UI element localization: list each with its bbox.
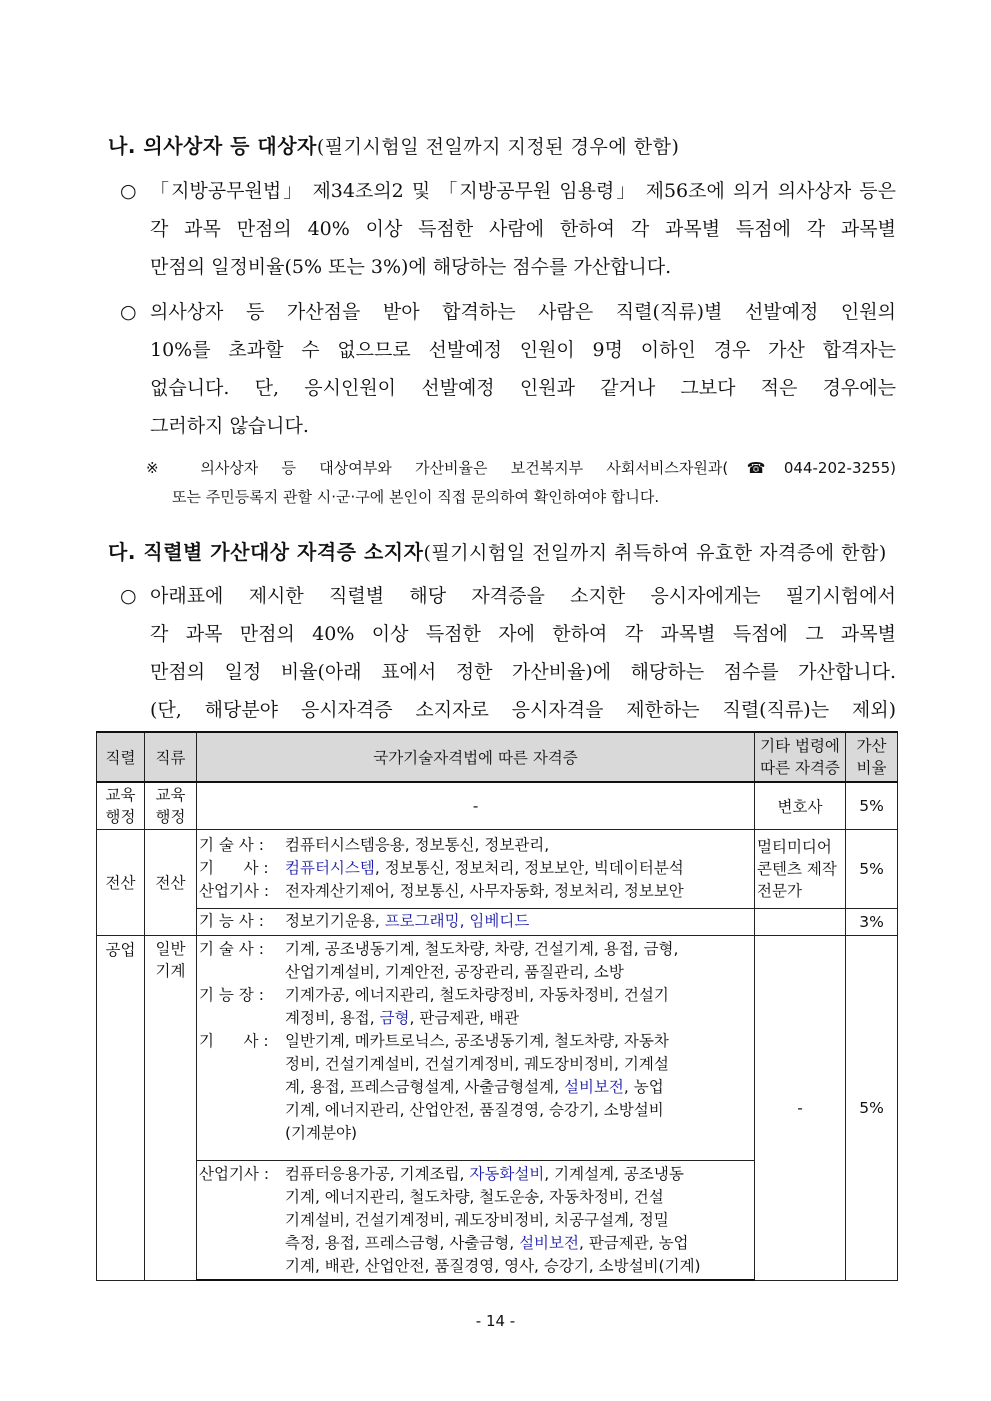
text-line: 만점의 일정비율(5% 또는 3%)에 해당하는 점수를 가산합니다. [150,256,672,278]
cell-text: 행정 [105,807,136,826]
cell-other [755,829,846,908]
cell-other: 변호사 [755,782,846,829]
highlight-text: 설비보전 [519,1233,579,1252]
section-na-paragraph-2 [120,293,896,445]
qual-text: 정비, 건설기계설비, 건설기계정비, 궤도장비정비, 기계설 [285,1054,669,1073]
section-na-paragraph-1 [120,172,896,286]
qual-text: 기계설비, 건설기계정비, 궤도장비정비, 치공구설계, 정밀 [285,1210,669,1229]
cell-text: 콘텐츠 제작 [757,859,837,878]
qual-text: 측정, 용접, 프레스금형, 사출금형, [285,1233,520,1252]
cell-rate: 5% [846,829,898,908]
qual-text: 기계, 공조냉동기계, 철도차량, 차량, 건설기계, 용접, 금형, [285,939,679,958]
qual-value: 전자계산기제어, 정보통신, 사무자동화, 정보처리, 정보보안 [285,882,684,900]
cell-class: 전산 [145,829,197,935]
qual-label: 기 사 : [199,1031,269,1050]
qual-label: 기 사 : [199,859,269,877]
qual-text: 기계가공, 에너지관리, 철도차량정비, 자동차정비, 건설기 [285,985,669,1004]
qual-label: 기 능 사 : [199,912,264,930]
qual-label: 기 술 사 : [199,939,264,958]
qual-text: 컴퓨터응용가공, 기계조립, [285,1164,470,1183]
text-line: 10%를 초과할 수 없으므로 선발예정 인원이 9명 이하인 경우 가산 합격자는 [150,339,896,361]
section-da-title-rest: (필기시험일 전일까지 취득하여 유효한 자격증에 한함) [423,542,887,564]
text-line: 의사상자 등 가산점을 받아 합격하는 사람은 직렬(직류)별 선발예정 인원의 [150,301,896,323]
page-number: - 14 - [475,1312,516,1330]
qualification-table [96,731,898,1281]
cell-text: 멀티미디어 [757,837,832,856]
cell-national [197,829,755,908]
qual-line [199,1030,752,1145]
cell-rate: 3% [846,908,898,935]
text-line: 그러하지 않습니다. [150,415,309,437]
header-series: 직렬 [97,732,145,782]
text-line: 만점의 일정 비율(아래 표에서 정한 가산비율)에 해당하는 점수를 가산합니다. [150,661,896,683]
note-line: 또는 주민등록지 관할 시·군·구에 본인이 직접 문의하여 확인하여야 합니다. [172,488,660,506]
qual-value [285,857,752,880]
cell-series [97,782,145,829]
cell-series: 공업 [97,935,145,1280]
cell-text: 일반 [155,939,186,958]
qual-value [285,984,752,1030]
header-rate [846,732,898,782]
highlight-text: 자동화설비 [469,1164,545,1183]
qual-label: 기 술 사 : [199,836,264,854]
text-line: 없습니다. 단, 응시인원이 선발예정 인원과 같거나 그보다 적은 경우에는 [150,377,896,399]
qual-text: (기계분야) [285,1123,357,1142]
cell-rate: 5% [846,935,898,1280]
header-rate-line: 가산 [856,737,887,755]
section-da-paragraph-1 [120,577,896,729]
header-other-line: 기타 법령에 [760,737,840,755]
cell-other [755,908,846,935]
header-national: 국가기술자격법에 따른 자격증 [197,732,755,782]
table-row-it [97,829,898,908]
qual-text [285,1232,752,1255]
highlight-text: 프로그래밍, 임베디드 [384,912,530,930]
bullet-icon: ○ [120,585,137,607]
qual-text: 산업기계설비, 기계안전, 공장관리, 품질관리, 소방 [285,962,624,981]
cell-series: 전산 [97,829,145,935]
bullet-icon: ○ [120,301,137,323]
qual-value: 컴퓨터시스템응용, 정보통신, 정보관리, [285,836,550,854]
section-na-title-rest: (필기시험일 전일까지 지정된 경우에 한함) [316,136,680,158]
cell-national [197,935,755,1160]
text-line: 각 과목 만점의 40% 이상 득점한 자에 한하여 각 과목별 득점에 그 과목별 [150,623,896,645]
cell-text: 교육 [105,785,136,804]
header-class: 직류 [145,732,197,782]
qual-label: 산업기사 : [199,1164,270,1183]
text-line: (단, 해당분야 응시자격증 소지자로 응시자격을 제한하는 직렬(직류)는 제외) [150,699,896,721]
qual-line [199,880,752,903]
qual-text: , 판금제관, 농업 [578,1233,689,1252]
header-rate-line: 비율 [856,759,887,777]
qual-text: , 정보통신, 정보처리, 정보보안, 빅데이터분석 [374,859,684,877]
cell-national [197,908,755,935]
section-na-title [108,130,679,159]
table-row-mech [97,935,898,1160]
header-other-line: 따른 자격증 [760,759,840,777]
cell-rate: 5% [846,782,898,829]
cell-national: - [197,782,755,829]
section-da-title-bold: 다. 직렬별 가산대상 자격증 소지자 [108,540,424,564]
cell-national [197,1160,755,1280]
cell-text: 교육 [155,785,186,804]
highlight-text: 컴퓨터시스템 [285,859,375,877]
table-header-row [97,732,898,782]
qual-line [199,834,752,857]
text-line: 각 과목 만점의 40% 이상 득점한 사람에 한하여 각 과목별 득점에 각 과목별 [150,218,896,240]
cell-class [145,782,197,829]
qual-line [199,910,752,933]
cell-other: - [755,935,846,1280]
qual-value [285,1030,752,1145]
table-row-it-2 [97,908,898,935]
text-line: 아래표에 제시한 직렬별 해당 자격증을 소지한 응시자에게는 필기시험에서 [150,585,896,607]
qual-label: 산업기사 : [199,882,270,900]
note-line: ※ 의사상자 등 대상여부와 가산비율은 보건복지부 사회서비스자원과(☎044-202-3255) [146,459,896,477]
bullet-icon: ○ [120,180,137,202]
qual-line [199,857,752,880]
qual-text: 기계, 에너지관리, 철도차량, 철도운송, 자동차정비, 건설 [285,1187,664,1206]
section-na-title-bold: 나. 의사상자 등 대상자 [108,134,317,158]
qual-line [199,1163,752,1278]
qual-label: 기 능 장 : [199,985,264,1004]
qual-value [285,1163,752,1278]
cell-class [145,935,197,1280]
cell-text: 기계 [155,961,186,980]
table-row-edu [97,782,898,829]
section-da-title [108,536,887,565]
qual-text: 계, 용접, 프레스금형설계, 사출금형설계, [285,1077,564,1096]
qual-value [285,938,752,984]
qual-text: 기계, 배관, 산업안전, 품질경영, 영사, 승강기, 소방설비(기계) [285,1256,701,1275]
qual-text: , 판금제관, 배관 [409,1008,520,1027]
text-line: 「지방공무원법」 제34조의2 및 「지방공무원 임용령」 제56조에 의거 의사상자 등은 [150,180,896,202]
qual-value [285,910,752,933]
qual-line [199,984,752,1030]
qual-text: , 기계설계, 공조냉동 [544,1164,684,1183]
section-na-note [146,454,896,512]
qual-text: 일반기계, 메카트로닉스, 공조냉동기계, 철도차량, 자동차 [285,1031,669,1050]
cell-text: 행정 [155,807,186,826]
qual-text: , 농업 [623,1077,664,1096]
qual-text: 정보기기운용, [285,912,385,930]
cell-text: 전문가 [757,881,802,900]
header-other [755,732,846,782]
qual-text [285,1007,752,1030]
qual-text [285,1163,752,1186]
qual-text: 기계, 에너지관리, 산업안전, 품질경영, 승강기, 소방설비 [285,1100,664,1119]
qual-text: 계정비, 용접, [285,1008,380,1027]
highlight-text: 설비보전 [564,1077,624,1096]
highlight-text: 금형 [379,1008,410,1027]
qual-line [199,938,752,984]
qual-text [285,1076,752,1099]
